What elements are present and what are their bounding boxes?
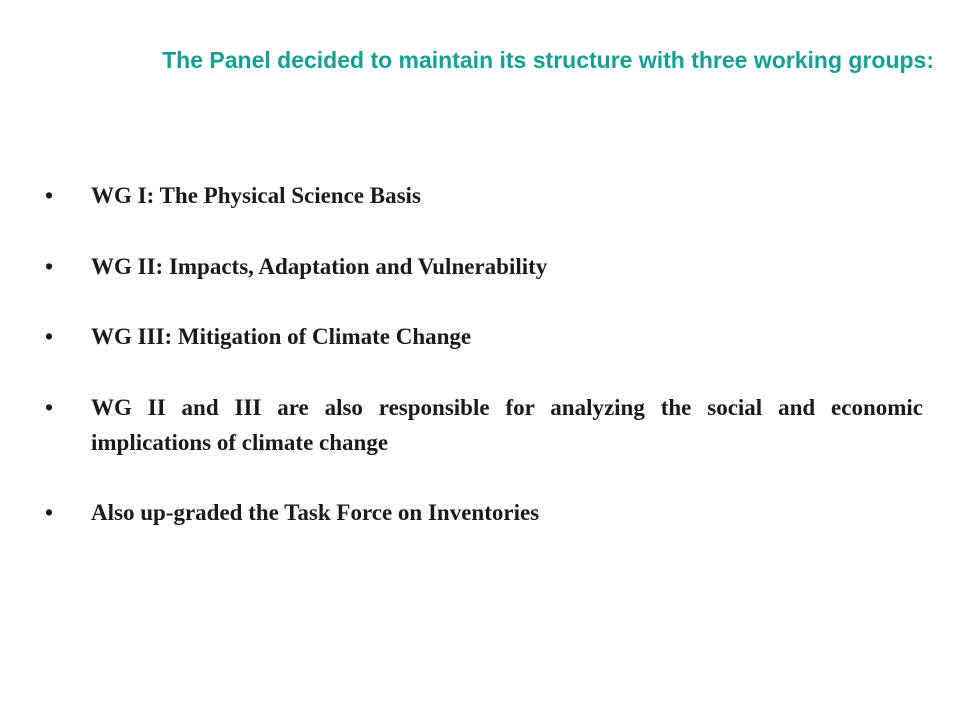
bullet-item-wg-iii bbox=[45, 319, 923, 354]
bullet-dot-icon: • bbox=[45, 254, 54, 279]
bullet-text: WG III: Mitigation of Climate Change bbox=[91, 324, 472, 349]
slide-title: The Panel decided to maintain its structure with three working groups: bbox=[162, 47, 934, 73]
bullet-dot-icon: • bbox=[45, 395, 54, 420]
bullet-text: WG II and III are also responsible for analyzing the social and economic implications of climate change bbox=[91, 395, 923, 455]
bullet-item-responsibilities bbox=[45, 390, 923, 460]
bullet-text: WG I: The Physical Science Basis bbox=[91, 183, 421, 208]
bullet-dot-icon: • bbox=[45, 183, 54, 208]
bullet-dot-icon: • bbox=[45, 324, 54, 349]
bullet-text: Also up-graded the Task Force on Inventories bbox=[91, 500, 540, 525]
bullet-item-wg-ii bbox=[45, 249, 923, 284]
bullet-text: WG II: Impacts, Adaptation and Vulnerability bbox=[91, 254, 548, 279]
bullet-item-wg-i bbox=[45, 178, 923, 213]
bullet-item-task-force bbox=[45, 495, 923, 530]
bullet-dot-icon: • bbox=[45, 500, 54, 525]
